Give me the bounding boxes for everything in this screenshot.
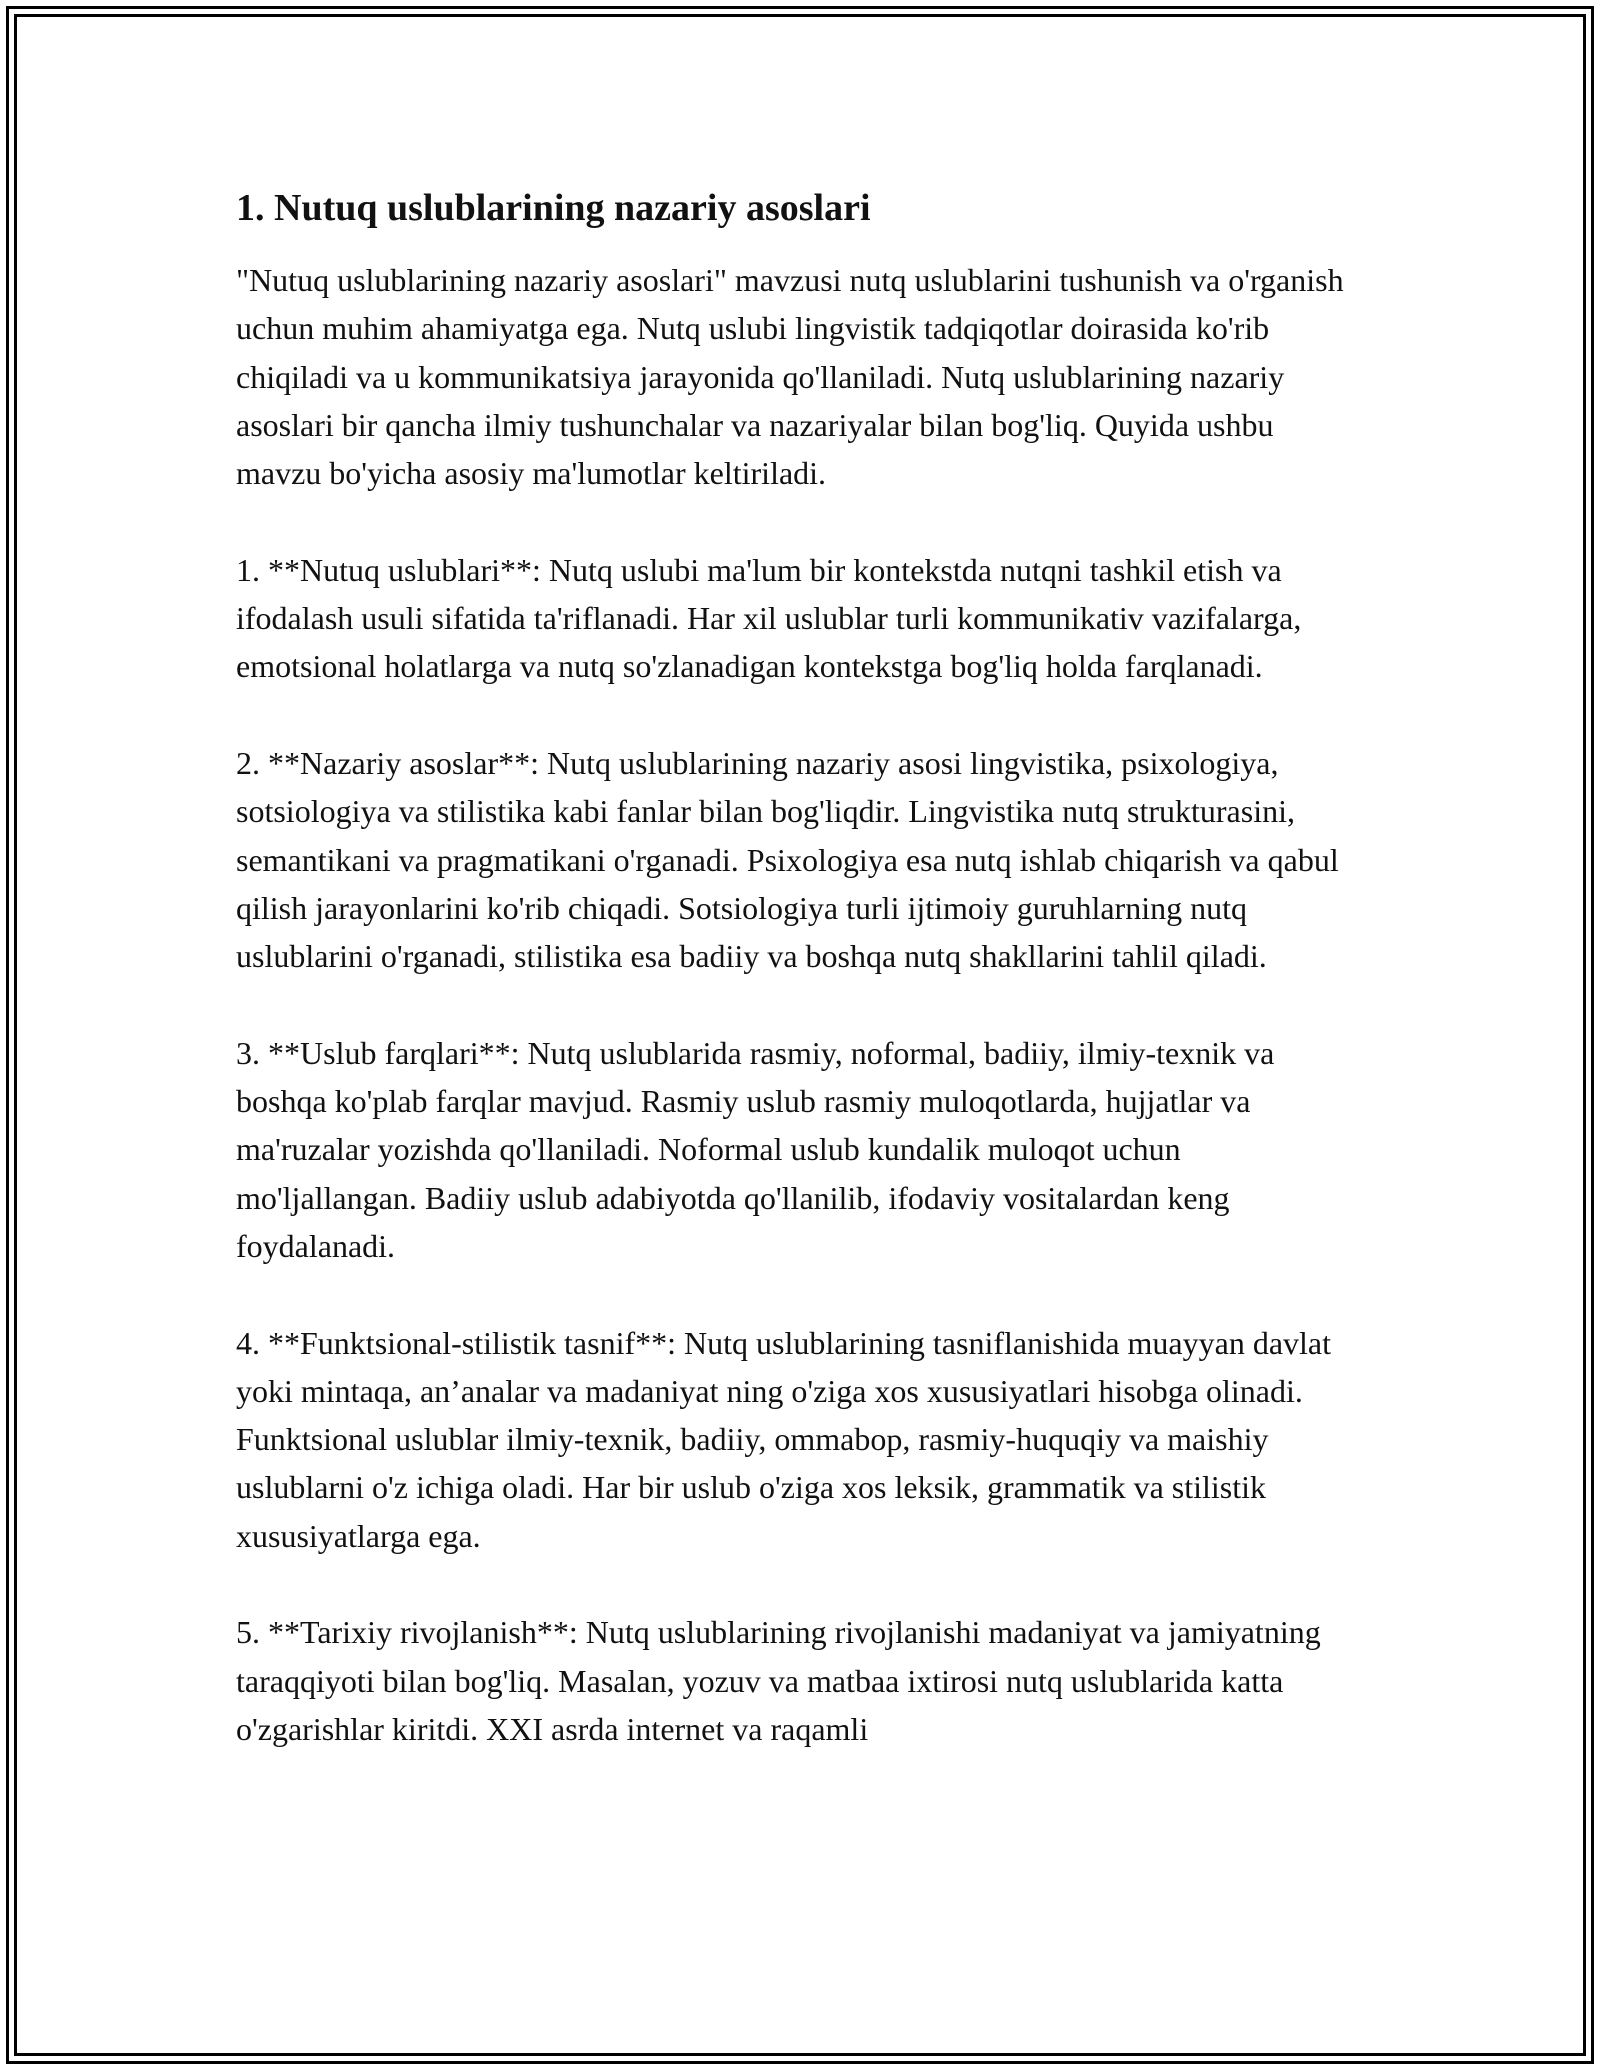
paragraph-item-4: 4. **Funktsional-stilistik tasnif**: Nutq uslublarining tasniflanishida muayyan davlat yoki mintaqa, an’analar va madaniyat ning o'ziga xos xususiyatlari hisobga olinadi. Funktsional uslublar ilmiy-texnik, badiiy, ommabop, rasmiy-huquqiy va maishiy uslublarni o'z ichiga oladi. Har bir uslub o'ziga xos leksik, grammatik va stilistik xususiyatlarga ega. [236,1324,1331,1554]
paragraph-item-2: 2. **Nazariy asoslar**: Nutq uslublarining nazariy asosi lingvistika, psixologiya, sotsiologiya va stilistika kabi fanlar bilan bog'liqdir. Lingvistika nutq strukturasini, semantikani va pragmatikani o'rganadi. Psixologiya esa nutq ishlab chiqarish va qabul qilish jarayonlarini ko'rib chiqadi. Sotsiologiya turli ijtimoiy guruhlarning nutq uslublarini o'rganadi, stilistika esa badiiy va boshqa nutq shakllarini tahlil qiladi. [236,744,1339,975]
paragraph-item-5: 5. **Tarixiy rivojlanish**: Nutq uslublarining rivojlanishi madaniyat va jamiyatning taraqqiyoti bilan bog'liq. Masalan, yozuv va matbaa ixtirosi nutq uslublarida katta o'zgarishlar kiritdi. XXI asrda internet va raqamli [236,1614,1321,1747]
paragraph-item-1: 1. **Nutuq uslublari**: Nutq uslubi ma'lum bir kontekstda nutqni tashkil etish va ifodalash usuli sifatida ta'riflanadi. Har xil uslublar turli kommunikativ vazifalarga, emotsional holatlarga va nutq so'zlanadigan kontekstga bog'liq holda farqlanadi. [236,551,1302,685]
document-title: 1. Nutuq uslublarining nazariy asoslari [236,187,871,229]
paragraph-item-3: 3. **Uslub farqlari**: Nutq uslublarida rasmiy, noformal, badiiy, ilmiy-texnik va boshqa ko'plab farqlar mavjud. Rasmiy uslub rasmiy muloqotlarda, hujjatlar va ma'ruzalar yozishda qo'llaniladi. Noformal uslub kundalik muloqot uchun mo'ljallangan. Badiiy uslub adabiyotda qo'llanilib, ifodaviy vositalardan keng foydalanadi. [236,1034,1275,1264]
paragraph-intro: "Nutuq uslublarining nazariy asoslari" mavzusi nutq uslublarini tushunish va o'rganish uchun muhim ahamiyatga ega. Nutq uslubi lingvistik tadqiqotlar doirasida ko'rib chiqiladi va u kommunikatsiya jarayonida qo'llaniladi. Nutq uslublarining nazariy asoslari bir qancha ilmiy tushunchalar va nazariyalar bilan bog'liq. Quyida ushbu mavzu bo'yicha asosiy ma'lumotlar keltiriladi. [236,262,1344,492]
document-body [236,184,1364,1753]
